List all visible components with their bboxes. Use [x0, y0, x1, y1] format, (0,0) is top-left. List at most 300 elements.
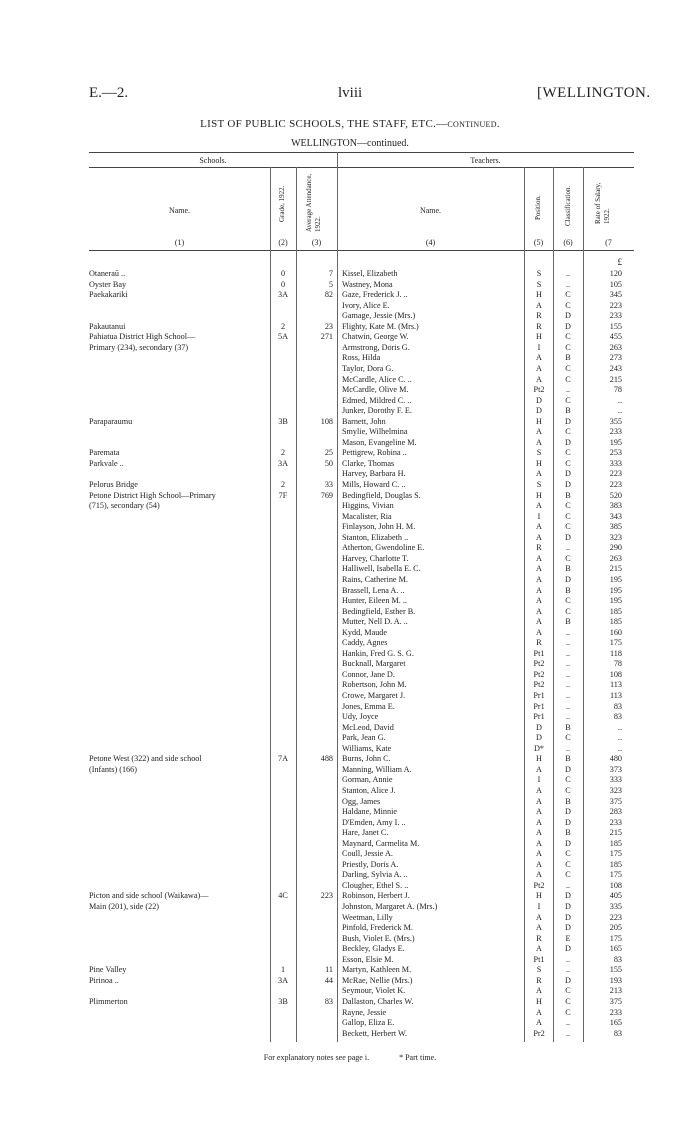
teacher-classification: ..: [565, 712, 571, 722]
school-name: Primary (234), secondary (37): [89, 342, 189, 352]
teacher-position: A: [536, 564, 542, 574]
teacher-position: A: [536, 300, 542, 310]
school-attendance: 7: [328, 269, 333, 278]
teacher-position: S: [536, 480, 542, 489]
teacher-name: Harvey, Barbara H.: [342, 469, 406, 479]
teacher-name: Seymour, Violet K.: [342, 986, 406, 996]
table-row: [0, 331, 700, 342]
table-row: [0, 542, 700, 553]
teacher-position: Pr1: [533, 691, 545, 700]
salary-header: Rate of Salary, 1922.: [594, 182, 611, 224]
teacher-salary: 185: [609, 617, 622, 627]
school-name: Pirinoa ..: [89, 975, 119, 985]
table-row: [0, 1017, 700, 1028]
teacher-classification: B: [565, 353, 571, 363]
table-row: [0, 859, 700, 870]
teacher-name: Dallaston, Charles W.: [342, 996, 414, 1006]
teacher-classification: C: [565, 553, 571, 563]
teacher-position: H: [536, 290, 542, 300]
teacher-position: A: [536, 553, 542, 563]
page-code: E.—2.: [89, 85, 129, 101]
teacher-name: Priestly, Doris A.: [342, 859, 399, 869]
teacher-position: A: [536, 859, 542, 869]
teacher-name: Connor, Jane D.: [342, 669, 395, 679]
teacher-name: Flighty, Kate M. (Mrs.): [342, 321, 419, 331]
teacher-salary: 195: [609, 574, 622, 584]
table-row: [0, 616, 700, 627]
teacher-salary: 205: [609, 923, 622, 933]
teacher-salary: 343: [609, 511, 622, 521]
table-row: [0, 848, 700, 859]
teacher-name: Finlayson, John H. M.: [342, 522, 416, 532]
table-row: [0, 690, 700, 701]
school-attendance: 83: [324, 996, 333, 1006]
school-attendance: 25: [324, 448, 333, 458]
teacher-name: Williams, Kate: [342, 743, 392, 753]
school-attendance: 23: [324, 321, 333, 331]
explanatory-note: For explanatory notes see page i.: [263, 1053, 370, 1062]
teacher-salary: 105: [609, 279, 622, 289]
teacher-salary: 355: [609, 416, 622, 426]
teacher-salary: 373: [609, 764, 622, 774]
table-row: [0, 975, 700, 986]
teacher-salary: 385: [609, 522, 622, 532]
schools-group-header: Schools.: [199, 156, 227, 165]
teacher-salary: 290: [609, 543, 622, 553]
teacher-name: D'Emden, Amy I. ..: [342, 817, 406, 827]
teacher-name: Macalister, Ria: [342, 511, 392, 521]
teacher-salary: 345: [609, 290, 622, 300]
teacher-classification: C: [565, 849, 571, 859]
teacher-position: A: [536, 807, 542, 817]
teacher-position: D: [536, 406, 542, 416]
table-row: [0, 954, 700, 965]
teacher-name: Brassell, Lena A. ..: [342, 585, 405, 595]
teacher-position: Pr2: [533, 1028, 545, 1038]
teacher-position: A: [536, 870, 542, 880]
teacher-position: Pt2: [533, 659, 545, 669]
teacher-salary: 213: [609, 986, 622, 996]
teacher-classification: ..: [565, 543, 571, 553]
school-grade: 2: [280, 448, 286, 458]
teacher-name: McCardle, Alice C. ..: [342, 374, 412, 384]
teacher-salary: 375: [609, 996, 622, 1006]
school-grade: 0: [280, 269, 286, 278]
teacher-salary: 375: [609, 796, 622, 806]
table-row: [0, 732, 700, 743]
teacher-classification: C: [565, 733, 571, 743]
teacher-position: H: [536, 490, 542, 500]
table-row: [0, 627, 700, 638]
table-row: [0, 405, 700, 416]
teacher-classification: ..: [565, 743, 571, 753]
teacher-salary: 273: [609, 353, 622, 363]
page-number: lviii: [338, 85, 363, 101]
teacher-name: Smylie, Wilhelmina: [342, 427, 408, 437]
teacher-name: Park, Jean G.: [342, 733, 386, 743]
teacher-classification: D: [565, 817, 571, 827]
teacher-name: Bedingfield, Esther B.: [342, 606, 416, 616]
teacher-classification: ..: [565, 385, 571, 395]
teacher-salary: 113: [610, 691, 622, 700]
page-title: LIST OF PUBLIC SCHOOLS, THE STAFF, ETC.—continued.: [200, 118, 500, 130]
teacher-classification: D: [565, 764, 571, 774]
table-row: [0, 943, 700, 954]
school-grade: 0: [280, 279, 286, 289]
col-number-5: (5): [533, 238, 544, 247]
teacher-name: Hunter, Eileen M. ..: [342, 596, 407, 606]
teacher-salary: 215: [609, 828, 622, 838]
teacher-classification: C: [565, 374, 571, 384]
teacher-classification: ..: [565, 627, 571, 637]
teacher-name: Bush, Violet E. (Mrs.): [342, 933, 415, 943]
teacher-name: Beckett, Herbert W.: [342, 1028, 408, 1038]
teacher-name: Gorman, Annie: [342, 775, 393, 785]
teacher-classification: E: [565, 933, 571, 943]
table-row: [0, 785, 700, 796]
teacher-classification: C: [565, 785, 571, 795]
teacher-position: H: [536, 891, 542, 901]
school-attendance: 11: [325, 965, 333, 975]
teacher-salary: 195: [609, 585, 622, 595]
attendance-header: Average Attendance, 1922.: [305, 173, 322, 232]
teacher-position: R: [536, 321, 542, 331]
teacher-salary: 253: [609, 448, 622, 458]
school-name: Pakautanui: [89, 321, 126, 331]
teacher-salary: ..: [617, 395, 622, 405]
table-row: [0, 574, 700, 585]
teacher-position: A: [536, 796, 542, 806]
school-name: Pahiatua District High School—: [89, 332, 196, 342]
teacher-salary: 155: [609, 965, 622, 975]
teacher-name: McCardle, Olive M.: [342, 385, 409, 395]
teacher-salary: 195: [609, 596, 622, 606]
teacher-salary: 113: [610, 680, 622, 690]
teacher-classification: C: [565, 596, 571, 606]
teacher-name: Taylor, Dora G.: [342, 363, 394, 373]
teacher-salary: 335: [609, 902, 622, 911]
school-name: Petone West (322) and side school: [89, 754, 202, 764]
teacher-position: A: [536, 849, 542, 859]
teacher-position: Pr1: [533, 701, 545, 711]
teacher-classification: C: [565, 986, 571, 996]
teacher-classification: C: [565, 290, 571, 300]
teacher-name: Esson, Elsie M.: [342, 954, 394, 964]
table-row: [0, 890, 700, 901]
teacher-position: A: [536, 627, 542, 637]
table-row: [0, 817, 700, 828]
teacher-classification: C: [565, 458, 571, 468]
school-grade: 1: [280, 965, 286, 975]
teacher-salary: 323: [609, 785, 622, 795]
school-attendance: 33: [324, 480, 333, 489]
teacher-salary: 78: [613, 385, 622, 395]
table-row: [0, 774, 700, 785]
teacher-salary: 233: [609, 817, 622, 827]
teacher-salary: 233: [609, 427, 622, 437]
teacher-position: H: [536, 332, 542, 342]
teacher-salary: 165: [609, 944, 622, 954]
teacher-name: McRae, Nellie (Mrs.): [342, 975, 413, 985]
teacher-classification: C: [565, 395, 571, 405]
table-row: [0, 426, 700, 437]
teacher-name: Jones, Emma E.: [342, 701, 395, 711]
teacher-salary: ..: [617, 733, 622, 743]
page-footer: [0, 1053, 700, 1062]
school-grade: 3B: [278, 996, 288, 1006]
school-attendance: 223: [320, 891, 333, 901]
teacher-position: I: [537, 775, 541, 785]
teacher-position: A: [536, 764, 542, 774]
teacher-salary: ..: [617, 406, 622, 416]
school-name: Otaneraū ..: [89, 269, 126, 278]
teacher-classification: ..: [565, 1028, 571, 1038]
teacher-salary: 108: [609, 880, 622, 890]
teacher-position: Pt2: [533, 880, 545, 890]
school-attendance: 82: [324, 290, 333, 300]
teacher-position: D: [536, 722, 542, 732]
teacher-position: A: [536, 353, 542, 363]
teacher-position: A: [536, 1007, 542, 1017]
teacher-salary: 185: [609, 859, 622, 869]
table-row: [0, 827, 700, 838]
teacher-name: Chatwin, George W.: [342, 332, 409, 342]
teacher-name: Maynard, Carmelita M.: [342, 838, 420, 848]
teacher-salary: 120: [609, 269, 622, 278]
table-row: [0, 500, 700, 511]
table-row: [0, 606, 700, 617]
teacher-classification: D: [565, 923, 571, 933]
teacher-position: A: [536, 617, 542, 627]
teacher-salary: 223: [609, 912, 622, 922]
teacher-salary: 193: [609, 975, 622, 985]
teacher-name: Gallop, Eliza E.: [342, 1018, 395, 1028]
teacher-classification: D: [565, 480, 571, 489]
teacher-classification: ..: [565, 638, 571, 648]
teacher-classification: D: [565, 902, 571, 911]
teacher-position: A: [536, 363, 542, 373]
teacher-name: Wastney, Mona: [342, 279, 393, 289]
teacher-name: Pinfold, Frederick M.: [342, 923, 413, 933]
teacher-position: A: [536, 912, 542, 922]
teacher-name: Mills, Howard C. ..: [342, 480, 406, 489]
teacher-name: Kissel, Elizabeth: [342, 269, 398, 278]
teacher-name: Johnston, Margaret A. (Mrs.): [342, 902, 438, 911]
school-name: Parkvale ..: [89, 458, 124, 468]
teacher-classification: ..: [565, 279, 571, 289]
table-row: [0, 300, 700, 311]
teacher-position: H: [536, 458, 542, 468]
teacher-classification: D: [565, 532, 571, 542]
teacher-name: Bedingfield, Douglas S.: [342, 490, 421, 500]
teacher-name: Crowe, Margaret J.: [342, 691, 406, 700]
teacher-position: A: [536, 574, 542, 584]
region-heading: [WELLINGTON.: [537, 85, 651, 101]
teacher-classification: D: [565, 944, 571, 954]
col-number-7: (7: [605, 238, 612, 247]
teacher-classification: ..: [565, 691, 571, 700]
school-grade: 7F: [278, 490, 288, 500]
position-header: Position.: [534, 195, 542, 220]
table-row: [0, 637, 700, 648]
school-attendance: 488: [320, 754, 333, 764]
teacher-name: Higgins, Vivian: [342, 501, 394, 511]
teacher-position: A: [536, 501, 542, 511]
school-grade: 4C: [278, 891, 288, 901]
teacher-salary: 215: [609, 374, 622, 384]
table-row: [0, 743, 700, 754]
teacher-salary: 108: [609, 669, 622, 679]
teacher-position: A: [536, 944, 542, 954]
teacher-position: S: [536, 269, 542, 278]
teacher-classification: D: [565, 437, 571, 447]
table-row: [0, 321, 700, 332]
teacher-name: Stanton, Alice J.: [342, 785, 396, 795]
teacher-salary: 405: [609, 891, 622, 901]
page-subtitle: WELLINGTON—continued.: [291, 138, 409, 149]
teacher-name: Robinson, Herbert J.: [342, 891, 410, 901]
table-row: [0, 838, 700, 849]
teacher-salary: 333: [609, 775, 622, 785]
teacher-position: S: [536, 965, 542, 975]
currency-symbol: £: [617, 257, 622, 267]
teacher-position: S: [536, 279, 542, 289]
teacher-position: Pt2: [533, 385, 545, 395]
table-row: [0, 289, 700, 300]
teacher-name: Ivory, Alice E.: [342, 300, 390, 310]
table-row: [0, 521, 700, 532]
teacher-name: Halliwell, Isabella E. C.: [342, 564, 421, 574]
teacher-name: Gamage, Jessie (Mrs.): [342, 311, 416, 321]
teacher-name: Clarke, Thomas: [342, 458, 395, 468]
table-row: [0, 279, 700, 290]
teacher-position: A: [536, 532, 542, 542]
table-row: [0, 658, 700, 669]
teacher-classification: C: [565, 511, 571, 521]
teacher-name: Weetman, Lilly: [342, 912, 393, 922]
table-row: [0, 912, 700, 923]
teacher-position: S: [536, 448, 542, 458]
table-row: [0, 933, 700, 944]
teacher-classification: C: [565, 300, 571, 310]
table-row: [0, 996, 700, 1007]
school-name: Picton and side school (Waikawa)—: [89, 891, 209, 901]
table-row: [0, 753, 700, 764]
teacher-classification: C: [565, 996, 571, 1006]
teacher-classification: C: [565, 448, 571, 458]
teacher-name: Darling, Sylvia A. ..: [342, 870, 408, 880]
school-grade: 7A: [277, 754, 288, 764]
table-row: [0, 511, 700, 522]
teacher-classification: ..: [565, 880, 571, 890]
school-name: (Infants) (166): [89, 764, 137, 774]
teacher-salary: 175: [609, 870, 622, 880]
teacher-position: H: [536, 754, 542, 764]
table-row: [0, 1028, 700, 1039]
teacher-salary: 175: [609, 933, 622, 943]
teacher-classification: B: [565, 828, 571, 838]
teacher-classification: B: [565, 617, 571, 627]
table-row: [0, 764, 700, 775]
table-row: [0, 352, 700, 363]
teacher-salary: 165: [609, 1018, 622, 1028]
teacher-position: D: [536, 395, 542, 405]
teacher-salary: 155: [609, 321, 622, 331]
teacher-salary: ..: [617, 722, 622, 732]
teacher-position: R: [536, 933, 542, 943]
teacher-name: Coull, Jessie A.: [342, 849, 393, 859]
school-name: Pine Valley: [89, 965, 127, 975]
teacher-classification: D: [565, 469, 571, 479]
school-grade: 3A: [277, 290, 288, 300]
teacher-classification: ..: [565, 701, 571, 711]
teacher-salary: 480: [609, 754, 622, 764]
teacher-position: A: [536, 838, 542, 848]
table-row: [0, 458, 700, 469]
teacher-salary: 185: [609, 606, 622, 616]
teacher-position: Pt2: [533, 669, 545, 679]
table-row: [0, 985, 700, 996]
teacher-salary: 243: [609, 363, 622, 373]
teacher-position: A: [536, 374, 542, 384]
teacher-salary: 520: [609, 490, 622, 500]
teacher-position: A: [536, 437, 542, 447]
teacher-name: Manning, William A.: [342, 764, 412, 774]
teacher-name: Burns, John C.: [342, 754, 391, 764]
table-row: [0, 416, 700, 427]
teacher-name: Mason, Evangeline M.: [342, 437, 417, 447]
teacher-position: R: [536, 311, 542, 321]
table-row: [0, 532, 700, 543]
teacher-position: A: [536, 923, 542, 933]
teacher-position: A: [536, 828, 542, 838]
table-row: [0, 468, 700, 479]
teacher-name: Kydd, Maude: [342, 627, 388, 637]
teacher-classification: ..: [565, 1018, 571, 1028]
teacher-salary: 233: [609, 311, 622, 321]
teacher-classification: B: [565, 754, 571, 764]
teacher-classification: D: [565, 416, 571, 426]
teacher-name: Armstrong, Doris G.: [342, 342, 410, 352]
table-row: [0, 310, 700, 321]
table-row: [0, 374, 700, 385]
teacher-position: Pt1: [533, 648, 545, 658]
teacher-name: Robertson, John M.: [342, 680, 407, 690]
table-row: [0, 585, 700, 596]
school-grade: 2: [280, 321, 286, 331]
teacher-classification: D: [565, 975, 571, 985]
teacher-name: Rains, Catherine M.: [342, 574, 408, 584]
teacher-classification: ..: [565, 954, 571, 964]
col-number-1: (1): [174, 238, 185, 247]
table-row: [0, 563, 700, 574]
teacher-name: Mutter, Nell D. A. ..: [342, 617, 408, 627]
teacher-name: Clougher, Ethel S. ..: [342, 880, 409, 890]
teacher-position: R: [536, 638, 542, 648]
table-row: [0, 363, 700, 374]
teacher-salary: 83: [613, 712, 622, 722]
teacher-name: Junker, Dorothy F. E.: [342, 406, 412, 416]
teacher-name: Stanton, Elizabeth ..: [342, 532, 409, 542]
teacher-name: Haldane, Minnie: [342, 807, 398, 817]
school-attendance: 50: [324, 458, 333, 468]
school-attendance: 5: [328, 279, 333, 289]
teacher-salary: 383: [609, 501, 622, 511]
teacher-position: A: [536, 986, 542, 996]
teacher-classification: C: [565, 870, 571, 880]
teacher-classification: ..: [565, 680, 571, 690]
teacher-name: Udy, Joyce: [342, 712, 379, 722]
